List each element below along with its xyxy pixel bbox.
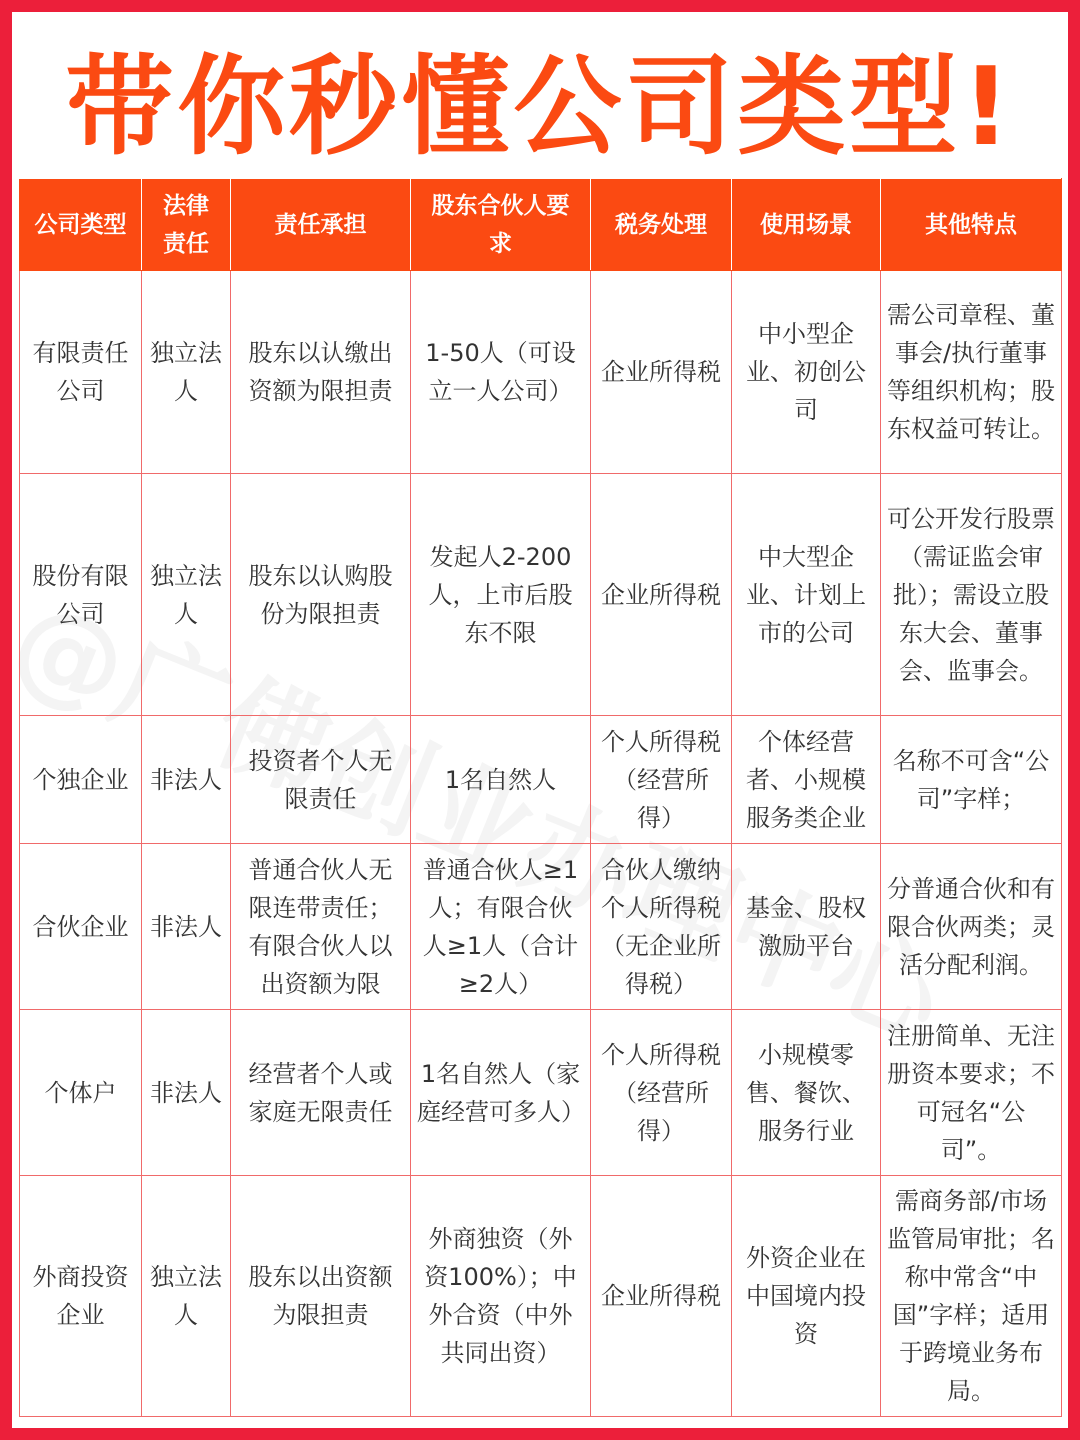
cell-liability-bearing: 股东以认缴出资额为限担责 — [231, 271, 411, 474]
table-row — [20, 716, 1062, 844]
cell-use-case: 小规模零售、餐饮、服务行业 — [732, 1010, 881, 1176]
cell-shareholder-requirement: 1-50人（可设立一人公司） — [411, 271, 591, 474]
header-use-case: 使用场景 — [732, 179, 881, 271]
cell-legal-liability: 独立法人 — [142, 271, 231, 474]
table-row — [20, 1010, 1062, 1176]
cell-legal-liability: 非法人 — [142, 716, 231, 844]
header-company-type: 公司类型 — [20, 179, 142, 271]
cell-legal-liability: 非法人 — [142, 844, 231, 1010]
cell-use-case: 外资企业在中国境内投资 — [732, 1176, 881, 1417]
cell-other-features: 可公开发行股票（需证监会审批）；需设立股东大会、董事会、监事会。 — [881, 474, 1062, 716]
cell-company-type: 外商投资企业 — [20, 1176, 142, 1417]
cell-shareholder-requirement: 1名自然人（家庭经营可多人） — [411, 1010, 591, 1176]
cell-liability-bearing: 股东以出资额为限担责 — [231, 1176, 411, 1417]
poster-card — [12, 12, 1068, 1428]
company-types-table — [19, 178, 1062, 1417]
cell-tax-treatment: 企业所得税 — [591, 271, 732, 474]
cell-company-type: 个独企业 — [20, 716, 142, 844]
cell-legal-liability: 独立法人 — [142, 474, 231, 716]
cell-use-case: 基金、股权激励平台 — [732, 844, 881, 1010]
cell-other-features: 名称不可含“公司”字样； — [881, 716, 1062, 844]
header-row — [20, 179, 1062, 271]
header-shareholder-requirement: 股东合伙人要求 — [411, 179, 591, 271]
cell-tax-treatment: 企业所得税 — [591, 1176, 732, 1417]
page-title: 带你秒懂公司类型! — [65, 45, 1015, 170]
header-legal-liability: 法律责任 — [142, 179, 231, 271]
header-other-features: 其他特点 — [881, 179, 1062, 271]
cell-liability-bearing: 普通合伙人无限连带责任；有限合伙人以出资额为限 — [231, 844, 411, 1010]
cell-other-features: 需商务部/市场监管局审批；名称中常含“中国”字样；适用于跨境业务布局。 — [881, 1176, 1062, 1417]
header-liability-bearing: 责任承担 — [231, 179, 411, 271]
cell-tax-treatment: 个人所得税（经营所得） — [591, 716, 732, 844]
cell-use-case: 个体经营者、小规模服务类企业 — [732, 716, 881, 844]
cell-shareholder-requirement: 普通合伙人≥1人；有限合伙人≥1人（合计≥2人） — [411, 844, 591, 1010]
header-tax-treatment: 税务处理 — [591, 179, 732, 271]
cell-tax-treatment: 个人所得税（经营所得） — [591, 1010, 732, 1176]
table-row — [20, 474, 1062, 716]
cell-company-type: 合伙企业 — [20, 844, 142, 1010]
cell-other-features: 需公司章程、董事会/执行董事等组织机构；股东权益可转让。 — [881, 271, 1062, 474]
cell-legal-liability: 独立法人 — [142, 1176, 231, 1417]
cell-other-features: 注册简单、无注册资本要求；不可冠名“公司”。 — [881, 1010, 1062, 1176]
cell-shareholder-requirement: 外商独资（外资100%）；中外合资（中外共同出资） — [411, 1176, 591, 1417]
cell-liability-bearing: 股东以认购股份为限担责 — [231, 474, 411, 716]
cell-company-type: 有限责任公司 — [20, 271, 142, 474]
table-row — [20, 844, 1062, 1010]
cell-liability-bearing: 投资者个人无限责任 — [231, 716, 411, 844]
cell-tax-treatment: 合伙人缴纳个人所得税（无企业所得税） — [591, 844, 732, 1010]
cell-use-case: 中大型企业、计划上市的公司 — [732, 474, 881, 716]
cell-shareholder-requirement: 1名自然人 — [411, 716, 591, 844]
table-row — [20, 1176, 1062, 1417]
cell-legal-liability: 非法人 — [142, 1010, 231, 1176]
cell-liability-bearing: 经营者个人或家庭无限责任 — [231, 1010, 411, 1176]
cell-shareholder-requirement: 发起人2-200人，上市后股东不限 — [411, 474, 591, 716]
cell-use-case: 中小型企业、初创公司 — [732, 271, 881, 474]
cell-company-type: 股份有限公司 — [20, 474, 142, 716]
table-row — [20, 271, 1062, 474]
cell-company-type: 个体户 — [20, 1010, 142, 1176]
cell-tax-treatment: 企业所得税 — [591, 474, 732, 716]
cell-other-features: 分普通合伙和有限合伙两类；灵活分配利润。 — [881, 844, 1062, 1010]
